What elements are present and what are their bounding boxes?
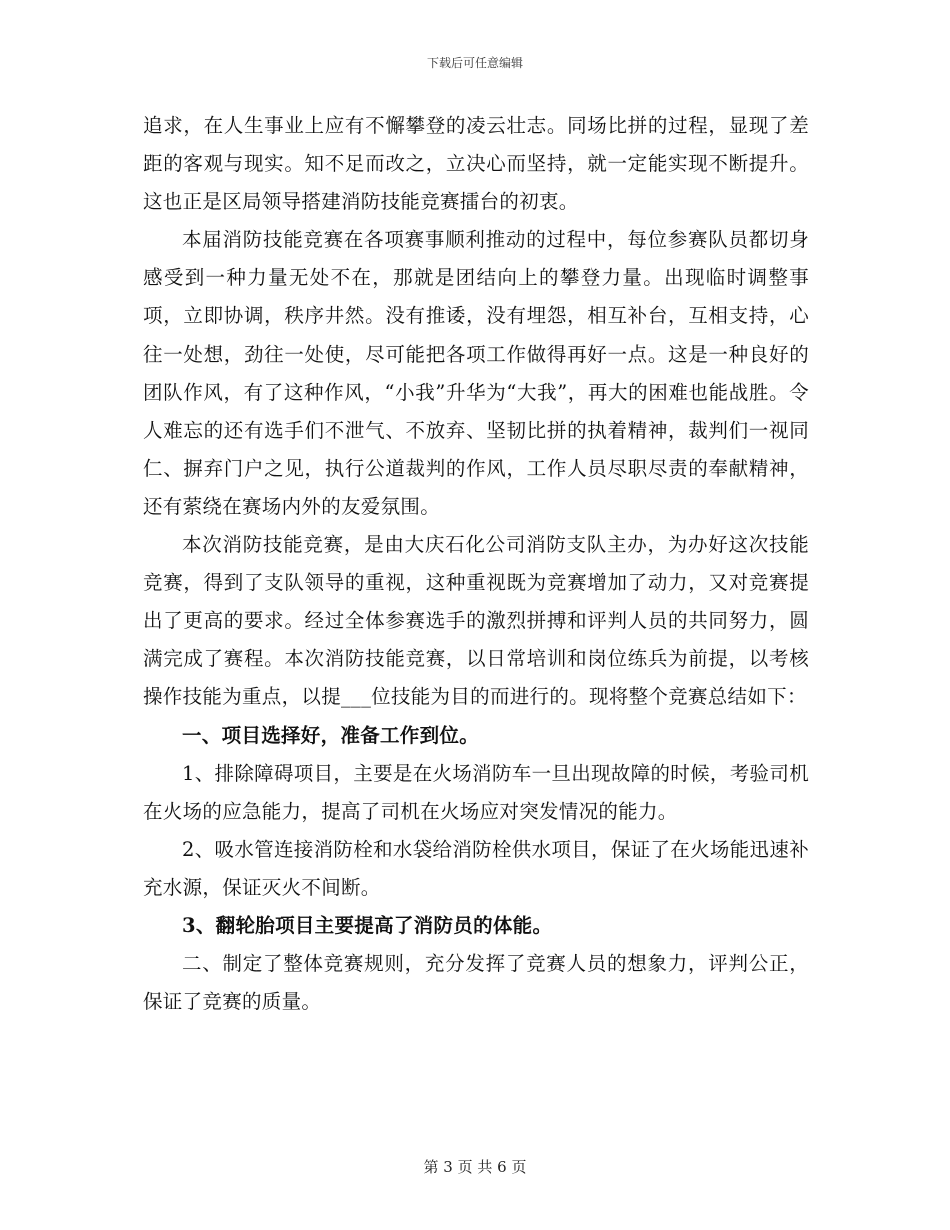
document-body: [143, 107, 809, 1021]
list-item-water-supply: 2、吸水管连接消防栓和水袋给消防栓供水项目，保证了在火场能迅速补充水源，保证灭火不间断。: [143, 837, 809, 899]
list-item-tire-flipping: 3、翻轮胎项目主要提高了消防员的体能。: [182, 913, 553, 937]
section-heading-two: 二、制定了整体竞赛规则，充分发挥了竞赛人员的想象力，评判公正，保证了竞赛的质量。: [143, 952, 809, 1014]
page-number: 第 3 页 共 6 页: [423, 1158, 527, 1176]
page-header-note: 下载后可任意编辑: [426, 56, 523, 70]
section-heading-one: 一、项目选择好，准备工作到位。: [182, 723, 480, 747]
paragraph-continuation: 追求，在人生事业上应有不懈攀登的凌云壮志。同场比拼的过程，显现了差距的客观与现实。知不足而改之，立决心而坚持，就一定能实现不断提升。这也正是区局领导搭建消防技能竞赛擂台的初衷。: [143, 114, 809, 214]
list-item-obstacle-removal: 1、排除障碍项目，主要是在火场消防车一旦出现故障的时候，考验司机在火场的应急能力，提高了司机在火场应对突发情况的能力。: [143, 761, 809, 823]
paragraph-competition-overview: 本次消防技能竞赛，是由大庆石化公司消防支队主办，为办好这次技能竞赛，得到了支队领导的重视，这种重视既为竞赛增加了动力，又对竞赛提出了更高的要求。经过全体参赛选手的激烈拼搏和评判人员的共同努力，圆满完成了赛程。本次消防技能竞赛，以日常培训和岗位练兵为前提，以考核操作技能为重点，以提___位技能为目的而进行的。现将整个竞赛总结如下：: [143, 533, 809, 709]
paragraph-team-spirit: 本届消防技能竞赛在各项赛事顺利推动的过程中，每位参赛队员都切身感受到一种力量无处不在，那就是团结向上的攀登力量。出现临时调整事项，立即协调，秩序井然。没有推诿，没有埋怨，相互补台，互相支持，心往一处想，劲往一处使，尽可能把各项工作做得再好一点。这是一种良好的团队作风，有了这种作风，“小我”升华为“大我”，再大的困难也能战胜。令人难忘的还有选手们不泄气、不放弃、坚韧比拼的执着精神，裁判们一视同仁、摒弃门户之见，执行公道裁判的作风，工作人员尽职尽责的奉献精神，还有萦绕在赛场内外的友爱氛围。: [143, 228, 809, 518]
